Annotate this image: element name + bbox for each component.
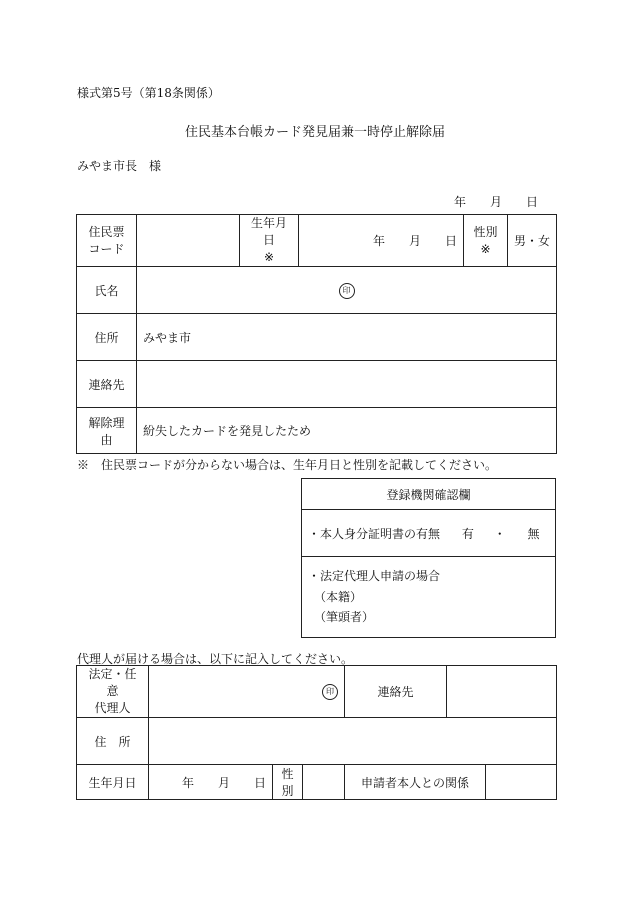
proxy-sex-field[interactable] (303, 765, 345, 800)
form-title: 住民基本台帳カード発見届兼一時停止解除届 (184, 125, 445, 140)
relation-field[interactable] (486, 765, 557, 800)
seal-mark: 印 (339, 283, 355, 299)
relation-label: 申請者本人との関係 (345, 765, 486, 800)
legal-proxy-section (302, 557, 556, 638)
legal-proxy-label: ・法定代理人申請の場合 (308, 569, 441, 583)
main-table (76, 214, 557, 454)
contact-field[interactable] (137, 361, 557, 408)
name-label: 氏名 (77, 267, 137, 314)
birthdate-label: 生年月日 ※ (240, 215, 299, 267)
proxy-table (76, 665, 557, 800)
addressee: みやま市長 様 (77, 159, 162, 173)
id-proof-no[interactable]: 無 (527, 526, 540, 541)
name-field[interactable] (137, 267, 557, 314)
proxy-address-label: 住 所 (77, 718, 149, 765)
sex-options[interactable]: 男・女 (508, 215, 557, 267)
proxy-name-field[interactable] (149, 666, 345, 718)
proxy-contact-label: 連絡先 (345, 666, 447, 718)
submission-date: 年 月 日 (454, 195, 539, 209)
proxy-birthdate-label: 生年月日 (77, 765, 149, 800)
release-reason-field[interactable]: 紛失したカードを発見したため (137, 408, 557, 454)
proxy-seal-mark: 印 (322, 684, 338, 700)
form-number: 様式第5号（第18条関係） (77, 86, 220, 100)
proxy-address-field[interactable] (149, 718, 557, 765)
proxy-label: 法定・任意 代理人 (77, 666, 149, 718)
id-proof-label: ・本人身分証明書の有無 (308, 526, 441, 541)
confirmation-header: 登録機関確認欄 (302, 479, 556, 510)
note-text: ※ 住民票コードが分からない場合は、生年月日と性別を記載してください。 (77, 458, 498, 472)
birthdate-field[interactable]: 年 月 日 (299, 215, 464, 267)
head-of-household-label: （筆頭者） (314, 610, 375, 624)
release-reason-label: 解除理由 (77, 408, 137, 454)
proxy-birthdate-field[interactable]: 年 月 日 (149, 765, 273, 800)
contact-label: 連絡先 (77, 361, 137, 408)
address-field[interactable]: みやま市 (137, 314, 557, 361)
resident-code-field[interactable] (137, 215, 240, 267)
id-proof-yes[interactable]: 有 (461, 526, 474, 541)
proxy-instruction: 代理人が届ける場合は、以下に記入してください。 (77, 652, 354, 666)
domicile-label: （本籍） (314, 590, 363, 604)
id-proof-check (302, 510, 556, 557)
id-proof-separator: ・ (493, 526, 506, 541)
sex-label: 性別 ※ (464, 215, 508, 267)
proxy-contact-field[interactable] (447, 666, 557, 718)
resident-code-label: 住民票 コード (77, 215, 137, 267)
registry-confirmation-box (301, 478, 556, 638)
proxy-sex-label: 性別 (273, 765, 303, 800)
address-label: 住所 (77, 314, 137, 361)
